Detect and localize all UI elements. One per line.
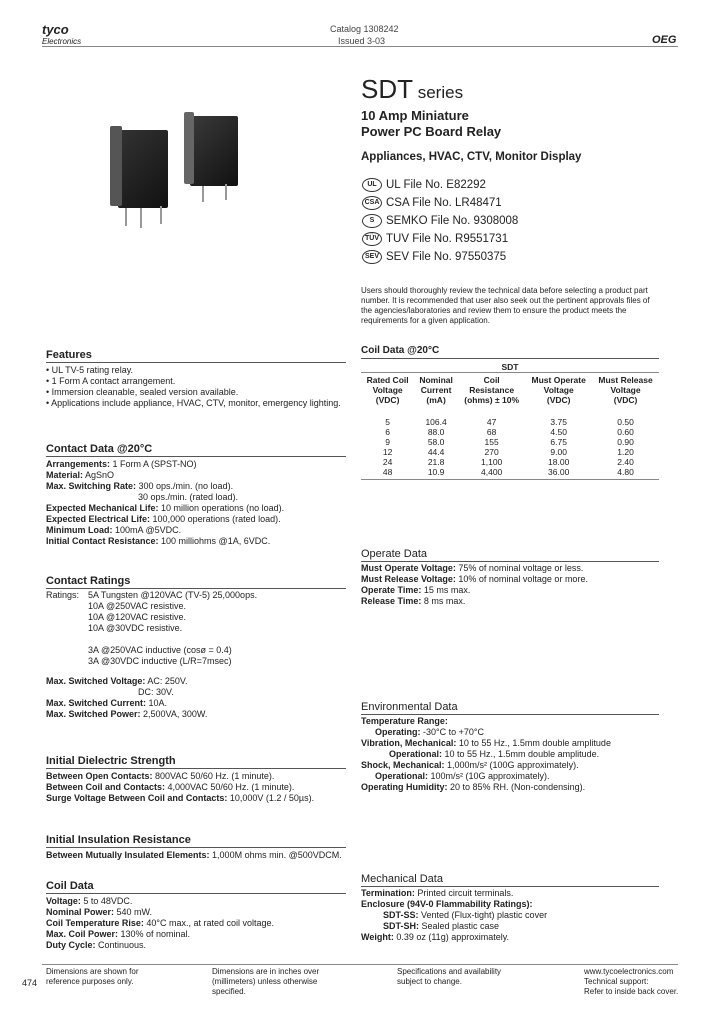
brand-subtitle: Electronics bbox=[42, 37, 82, 46]
spec-line: Material: AgSnO bbox=[46, 470, 115, 480]
approval-item: TÜV TUV File No. R9551731 bbox=[362, 230, 518, 248]
spec-line: Operational: 10 to 55 Hz., 1.5mm double amplitude. bbox=[389, 749, 600, 759]
dielectric-lines bbox=[46, 771, 314, 804]
coil-data-rule bbox=[46, 893, 346, 894]
features-title: Features bbox=[46, 349, 92, 361]
approval-item: UL UL File No. E82292 bbox=[362, 176, 518, 194]
ratings-label: Ratings: bbox=[46, 590, 80, 600]
dielectric-title: Initial Dielectric Strength bbox=[46, 755, 176, 767]
spec-line: Surge Voltage Between Coil and Contacts: 10,000V (1.2 / 50µs). bbox=[46, 793, 315, 803]
issue-date: Issued 3-03 bbox=[338, 36, 386, 46]
contact-data-title: Contact Data @20°C bbox=[46, 443, 153, 455]
features-rule bbox=[46, 362, 346, 363]
coil-table-rule bbox=[361, 358, 659, 359]
sev-icon: SEV bbox=[362, 250, 382, 264]
footer-rule bbox=[42, 964, 678, 965]
tyco-logo: tyco bbox=[42, 22, 69, 37]
csa-icon: CSA bbox=[362, 196, 382, 210]
ratings-list: 5A Tungsten @120VAC (TV-5) 25,000ops. 10A @250VAC resistive. 10A @120VAC resistive. 10A @30VDC resistive. 3A @250VAC inductive (cosø = 0.4) 3A @30VDC inductive (L/R=7msec) bbox=[88, 590, 258, 666]
product-title-line2: Power PC Board Relay bbox=[361, 124, 502, 139]
approval-item: SEV SEV File No. 97550375 bbox=[362, 248, 518, 266]
environmental-rule bbox=[361, 714, 659, 715]
product-title-line1: 10 Amp Miniature bbox=[361, 108, 469, 123]
spec-line: Operating Humidity: 20 to 85% RH. (Non-condensing). bbox=[361, 782, 586, 792]
approval-item: CSA CSA File No. LR48471 bbox=[362, 194, 518, 212]
dielectric-rule bbox=[46, 768, 346, 769]
spec-line: Minimum Load: 100mA @5VDC. bbox=[46, 525, 182, 535]
spec-line: Expected Electrical Life: 100,000 operations (rated load). bbox=[46, 514, 281, 524]
features-list bbox=[46, 365, 341, 409]
spec-line: Initial Contact Resistance: 100 milliohms @1A, 6VDC. bbox=[46, 536, 271, 546]
spec-line: Shock, Mechanical: 1,000m/s² (100G approximately). bbox=[361, 760, 579, 770]
insulation-title: Initial Insulation Resistance bbox=[46, 834, 191, 846]
table-header: Must Release Voltage (VDC) bbox=[598, 375, 653, 405]
table-row: 48 10.9 4,400 36.00 4.80 bbox=[382, 467, 634, 477]
operate-data-title: Operate Data bbox=[361, 548, 428, 560]
coil-table-title: Coil Data @20°C bbox=[361, 345, 440, 356]
spec-line: Operate Time: 15 ms max. bbox=[361, 585, 471, 595]
spec-line: Duty Cycle: Continuous. bbox=[46, 940, 147, 950]
mechanical-lines bbox=[361, 888, 547, 943]
table-row: 24 21.8 1,100 18.00 2.40 bbox=[382, 457, 634, 467]
list-item: • Immersion cleanable, sealed version available. bbox=[46, 387, 239, 397]
disclaimer: Users should thoroughly review the technical data before selecting a product part number. It is recommended that user also seek out the pertinent approvals files of the agencies/laboratories and review them to ensure the product meets the requirements for a given application. bbox=[361, 286, 650, 325]
spec-line: Max. Switched Power: 2,500VA, 300W. bbox=[46, 709, 208, 719]
insulation-rule bbox=[46, 847, 346, 848]
mechanical-title: Mechanical Data bbox=[361, 873, 443, 885]
insulation-lines bbox=[46, 850, 342, 861]
header-rule bbox=[42, 46, 678, 47]
applications: Appliances, HVAC, CTV, Monitor Display bbox=[361, 151, 582, 163]
spec-line: Coil Temperature Rise: 40°C max., at rated coil voltage. bbox=[46, 918, 275, 928]
tuv-icon: TÜV bbox=[362, 232, 382, 246]
spec-line: Expected Mechanical Life: 10 million operations (no load). bbox=[46, 503, 285, 513]
oeg-logo: OEG bbox=[652, 34, 677, 46]
environmental-lines bbox=[361, 716, 611, 793]
contact-data-rule bbox=[46, 456, 346, 457]
spec-line: Must Release Voltage: 10% of nominal voltage or more. bbox=[361, 574, 588, 584]
page-number: 474 bbox=[22, 978, 38, 988]
list-item: • Applications include appliance, HVAC, CTV, monitor, emergency lighting. bbox=[46, 398, 341, 408]
spec-line: 30 ops./min. (rated load). bbox=[138, 492, 239, 502]
spec-line: Temperature Range: bbox=[361, 716, 448, 726]
spec-line: Voltage: 5 to 48VDC. bbox=[46, 896, 133, 906]
spec-line: SDT-SH: Sealed plastic case bbox=[383, 921, 500, 931]
coil-table bbox=[361, 362, 659, 480]
spec-line: Between Mutually Insulated Elements: 1,000M ohms min. @500VDCM. bbox=[46, 850, 342, 860]
footer-col1: Dimensions are shown for reference purposes only. bbox=[46, 967, 139, 986]
spec-line: Nominal Power: 540 mW. bbox=[46, 907, 153, 917]
table-header: Rated Coil Voltage (VDC) bbox=[366, 375, 409, 405]
spec-line: SDT-SS: Vented (Flux-tight) plastic cover bbox=[383, 910, 548, 920]
spec-line: Termination: Printed circuit terminals. bbox=[361, 888, 514, 898]
table-header: Nominal Current (mA) bbox=[419, 375, 453, 405]
table-header: Coil Resistance (ohms) ± 10% bbox=[464, 375, 519, 405]
spec-line: Enclosure (94V-0 Flammability Ratings): bbox=[361, 899, 533, 909]
table-row: 6 88.0 68 4.50 0.60 bbox=[385, 427, 634, 437]
table-row: 12 44.4 270 9.00 1.20 bbox=[382, 447, 634, 457]
spec-line: Between Coil and Contacts: 4,000VAC 50/60 Hz. (1 minute). bbox=[46, 782, 295, 792]
catalog-number: Catalog 1308242 bbox=[330, 24, 399, 34]
spec-line: Arrangements: 1 Form A (SPST-NO) bbox=[46, 459, 197, 469]
list-item: • 1 Form A contact arrangement. bbox=[46, 376, 176, 386]
spec-line: Weight: 0.39 oz (11g) approximately. bbox=[361, 932, 510, 942]
ul-icon: UL bbox=[362, 178, 382, 192]
footer-col3: Specifications and availability subject to change. bbox=[397, 967, 502, 986]
approval-item: S SEMKO File No. 9308008 bbox=[362, 212, 518, 230]
coil-data-lines bbox=[46, 896, 274, 951]
spec-line: Operational: 100m/s² (10G approximately). bbox=[375, 771, 550, 781]
spec-line: Vibration, Mechanical: 10 to 55 Hz., 1.5mm double amplitude bbox=[361, 738, 611, 748]
footer-col2: Dimensions are in inches over (millimeters) unless otherwise specified. bbox=[212, 967, 320, 996]
spec-line: Must Operate Voltage: 75% of nominal voltage or less. bbox=[361, 563, 584, 573]
contact-data-list bbox=[46, 459, 284, 547]
contact-ratings-title: Contact Ratings bbox=[46, 575, 131, 587]
spec-line: Operating: -30°C to +70°C bbox=[375, 727, 484, 737]
approvals-list bbox=[362, 176, 518, 266]
environmental-title: Environmental Data bbox=[361, 701, 458, 713]
operate-data-lines bbox=[361, 563, 588, 607]
contact-ratings-lines bbox=[46, 676, 207, 720]
mechanical-rule bbox=[361, 886, 659, 887]
table-header: Must Operate Voltage (VDC) bbox=[531, 375, 586, 405]
coil-table-group: SDT bbox=[361, 362, 659, 373]
spec-line: Max. Switched Voltage: AC: 250V. bbox=[46, 676, 188, 686]
table-row: 5 106.4 47 3.75 0.50 bbox=[385, 417, 634, 427]
footer-col4: www.tycoelectronics.com Technical support: Refer to inside back cover. bbox=[584, 967, 679, 996]
operate-data-rule bbox=[361, 561, 659, 562]
spec-line: Between Open Contacts: 800VAC 50/60 Hz. (1 minute). bbox=[46, 771, 275, 781]
website-link[interactable]: www.tycoelectronics.com bbox=[584, 967, 674, 976]
spec-line: Max. Switching Rate: 300 ops./min. (no load). bbox=[46, 481, 234, 491]
semko-icon: S bbox=[362, 214, 382, 228]
table-row: 9 58.0 155 6.75 0.90 bbox=[385, 437, 634, 447]
coil-data-title: Coil Data bbox=[46, 880, 94, 892]
relay-photo bbox=[110, 110, 230, 240]
contact-ratings-rule bbox=[46, 588, 346, 589]
list-item: • UL TV-5 rating relay. bbox=[46, 365, 134, 375]
spec-line: Max. Switched Current: 10A. bbox=[46, 698, 168, 708]
spec-line: Release Time: 8 ms max. bbox=[361, 596, 466, 606]
spec-line: DC: 30V. bbox=[138, 687, 174, 697]
series-title: SDT series bbox=[361, 74, 464, 104]
spec-line: Max. Coil Power: 130% of nominal. bbox=[46, 929, 191, 939]
